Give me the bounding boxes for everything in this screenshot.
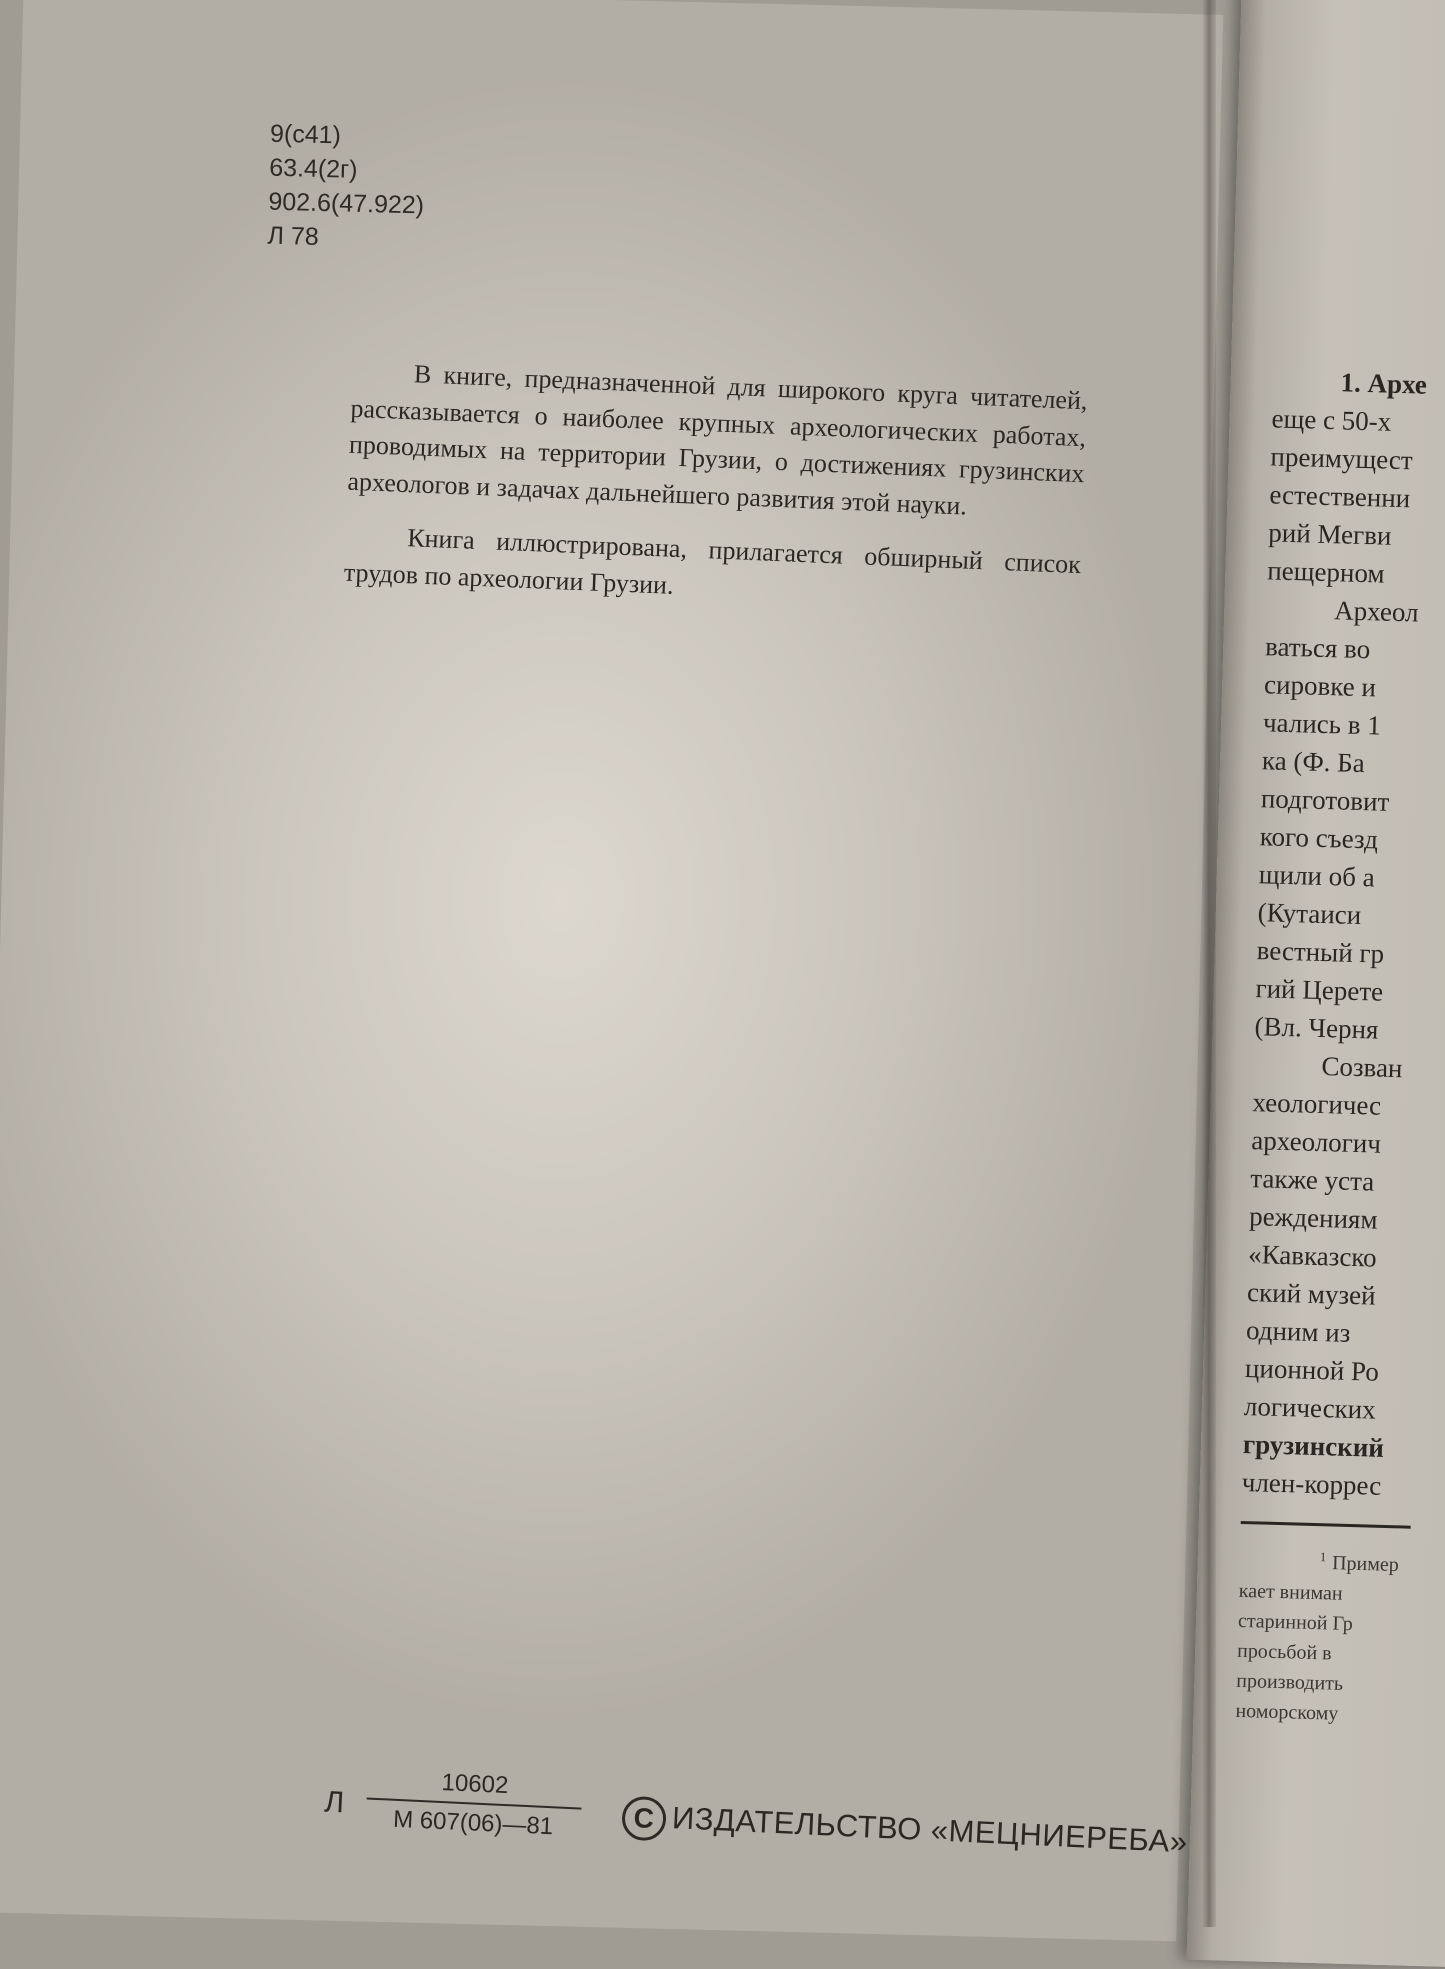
right-page-line: рий Мегви (1267, 517, 1392, 551)
footnote-line: кает вниман (1238, 1579, 1343, 1605)
book-abstract (343, 354, 1089, 638)
right-page-line: естественни (1269, 479, 1411, 514)
footnote-text: Пример (1331, 1552, 1400, 1577)
abstract-paragraph: Книга иллюстрирована, прилагается обширный список трудов по археологии Грузии. (343, 523, 1082, 600)
right-page-line: грузинский (1242, 1428, 1385, 1463)
right-page (1187, 0, 1445, 1969)
book-gutter (1202, 0, 1216, 1927)
right-page-line: археологич (1251, 1125, 1382, 1159)
right-page-line: хеологичес (1252, 1087, 1382, 1121)
right-page-line: ционной Ро (1244, 1353, 1380, 1387)
footnotes (1235, 1540, 1445, 1737)
right-page-line: член-коррес (1241, 1466, 1382, 1501)
bbk-code: 63.4(2г) (268, 153, 358, 184)
right-page-line: Археол (1333, 595, 1420, 628)
footnote-line: старинной Гр (1237, 1609, 1354, 1635)
publisher-imprint (322, 1764, 1225, 1896)
classification-codes (267, 117, 426, 257)
imprint-index-fraction (365, 1766, 583, 1844)
udc-code: 9(с41) (269, 119, 342, 150)
publisher-line (621, 1796, 1188, 1867)
author-mark: Л 78 (267, 221, 320, 251)
right-page-line: еще с 50-х (1271, 403, 1392, 437)
right-page-line: одним из (1245, 1315, 1351, 1348)
right-page-line: ка (Ф. Ба (1261, 745, 1366, 779)
imprint-denominator: М 607(06)—81 (392, 1805, 554, 1841)
right-page-line: «Кавказско (1247, 1239, 1378, 1273)
footnote-line: просьбой в (1236, 1639, 1332, 1665)
imprint-numerator: 10602 (441, 1769, 509, 1800)
right-page-line: кого съезд (1259, 821, 1379, 855)
right-page-line: ский музей (1246, 1277, 1376, 1311)
right-page-line: 1. Архе (1340, 367, 1428, 400)
right-page-line: (Кутаиси (1257, 897, 1362, 931)
right-page-line: (Вл. Черня (1254, 1011, 1379, 1045)
right-page-line: чались в 1 (1262, 707, 1382, 741)
footnote-line: номорскому (1235, 1699, 1339, 1725)
right-page-line: подготовит (1260, 783, 1390, 817)
imprint-letter: Л (323, 1785, 345, 1820)
footnote-marker: 1 (1319, 1549, 1327, 1565)
right-page-line: гий Церете (1255, 973, 1384, 1007)
right-page-line: вестный гр (1256, 935, 1385, 969)
right-page-line: пещерном (1266, 555, 1385, 589)
footnote-line: производить (1236, 1669, 1344, 1695)
right-page-line: сировке и (1263, 669, 1377, 703)
copyright-icon: C (621, 1796, 667, 1842)
right-page-text (1235, 361, 1445, 1736)
right-page-line: реждениям (1248, 1201, 1378, 1235)
bbk-code-secondary: 902.6(47.922) (268, 187, 425, 220)
right-page-line: ваться во (1264, 631, 1371, 665)
right-page-lines (1241, 361, 1445, 1512)
right-page-line: логических (1243, 1390, 1377, 1425)
abstract-paragraph: В книге, предназначенной для широкого круга читателей, рассказывается о наиболее крупных археологических работах, проводимых на территории Грузии, о достижениях грузинских археологов и задачах дальнейшего развития этой науки. (347, 359, 1089, 521)
right-page-line: Созван (1321, 1051, 1403, 1084)
right-page-line: преимущест (1270, 441, 1414, 476)
footnote-rule (1241, 1521, 1411, 1529)
publisher-name: ИЗДАТЕЛЬСТВО «МЕЦНИЕРЕБА» (671, 1800, 1189, 1860)
right-page-line: также уста (1249, 1163, 1375, 1197)
right-page-line: щили об а (1258, 859, 1376, 893)
